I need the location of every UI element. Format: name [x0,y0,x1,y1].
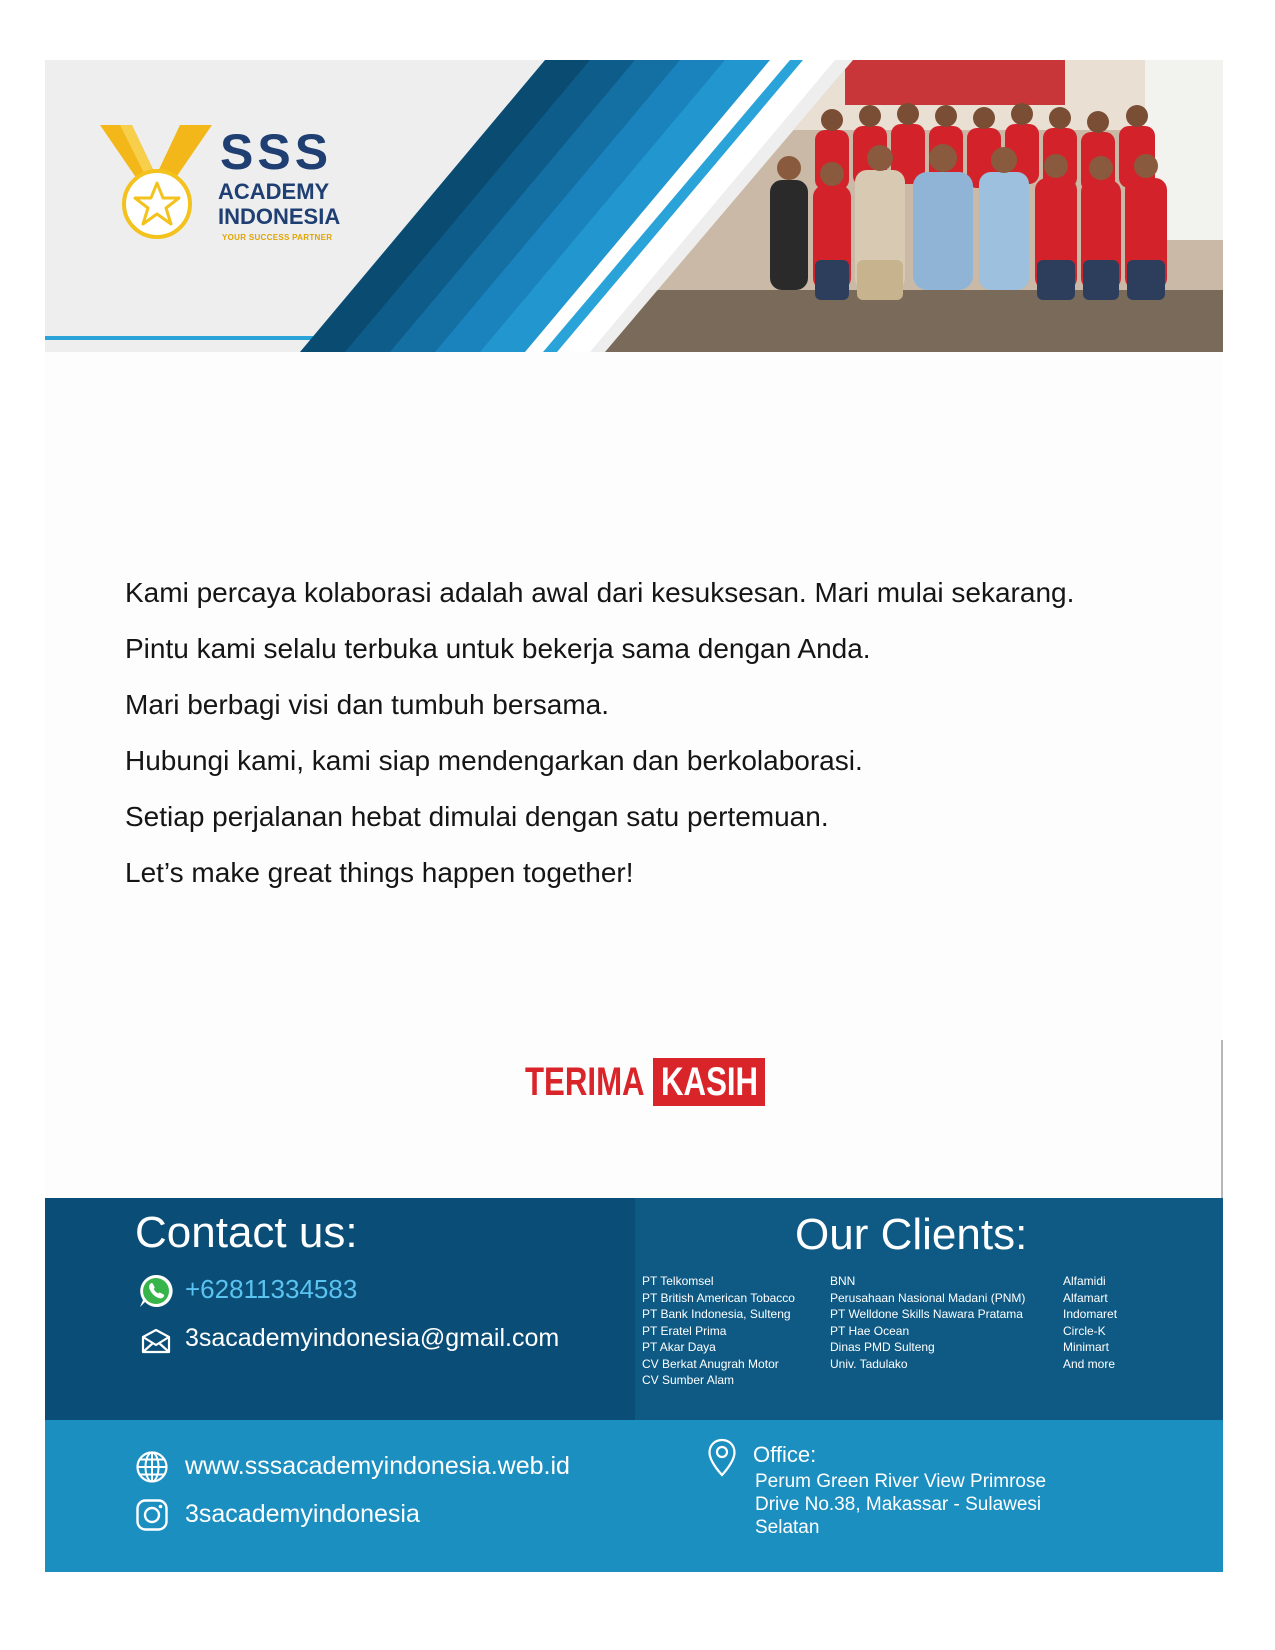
message-line: Setiap perjalanan hebat dimulai dengan satu pertemuan. [125,801,829,832]
contact-title: Contact us: [135,1208,358,1257]
office-label: Office: [753,1442,817,1467]
client-item: Dinas PMD Sulteng [830,1340,935,1354]
client-item: PT Akar Daya [642,1340,716,1354]
client-item: Univ. Tadulako [830,1356,908,1371]
phone-link[interactable]: +62811334583 [185,1274,358,1304]
message-line: Let’s make great things happen together! [125,857,634,888]
client-item: Circle-K [1063,1323,1106,1338]
thanks-word-1: TERIMA [525,1060,645,1104]
flyer-page [45,60,1223,1572]
client-item: PT British American Tobacco [642,1290,795,1305]
contact-panel [45,1198,635,1420]
brand-logo [100,125,360,245]
location-pin-icon [707,1438,737,1478]
logo-academy-text: ACADEMY [218,179,330,204]
clients-column-1 [642,1273,795,1389]
office-address: Perum Green River View Primrose Drive No.38, Makassar - Sulawesi Selatan [755,1471,1047,1538]
client-item: And more [1063,1356,1116,1371]
client-item: Perusahaan Nasional Madani (PNM) [830,1290,1026,1305]
whatsapp-icon [137,1272,175,1310]
thanks-word-2: KASIH [661,1060,759,1104]
message-line: Pintu kami selalu terbuka untuk bekerja sama dengan Anda. [125,633,871,664]
clients-column-3 [1063,1273,1117,1372]
client-item: Indomaret [1063,1307,1118,1321]
logo-tagline: YOUR SUCCESS PARTNER [222,233,333,242]
client-item: PT Bank Indonesia, Sulteng [642,1307,791,1321]
thanks-word-2-box [653,1058,765,1106]
website-link[interactable]: www.sssacademyindonesia.web.id [185,1452,570,1480]
footer-section [45,1420,1223,1572]
client-item: PT Telkomsel [642,1274,714,1288]
client-item: Alfamidi [1063,1274,1106,1288]
clients-column-2 [830,1273,1025,1372]
globe-icon [135,1450,169,1484]
client-item: PT Eratel Prima [642,1323,727,1338]
clients-title: Our Clients: [795,1210,1028,1259]
mail-icon [140,1328,172,1354]
message-line: Hubungi kami, kami siap mendengarkan dan berkolaborasi. [125,745,863,776]
message-block [125,565,1145,901]
client-item: PT Hae Ocean [830,1323,910,1338]
message-line: Kami percaya kolaborasi adalah awal dari kesuksesan. Mari mulai sekarang. [125,577,1075,608]
logo-indonesia-text: INDONESIA [218,204,341,229]
header-banner [45,60,1223,352]
instagram-icon [135,1498,169,1532]
email-link[interactable]: 3sacademyindonesia@gmail.com [185,1324,560,1352]
client-item: BNN [830,1274,856,1288]
client-item: CV Berkat Anugrah Motor [642,1356,779,1371]
medal-icon [100,125,215,240]
message-line: Mari berbagi visi dan tumbuh bersama. [125,689,610,720]
instagram-link[interactable]: 3sacademyindonesia [185,1500,420,1528]
client-item: Alfamart [1063,1290,1108,1305]
client-item: CV Sumber Alam [642,1373,735,1387]
client-item: Minimart [1063,1340,1110,1354]
divider [1221,1040,1223,1200]
logo-sss-text: SSS [220,124,333,180]
terima-kasih-badge [525,1058,765,1106]
client-item: PT Welldone Skills Nawara Pratama [830,1307,1023,1321]
contact-section [45,1198,1223,1420]
